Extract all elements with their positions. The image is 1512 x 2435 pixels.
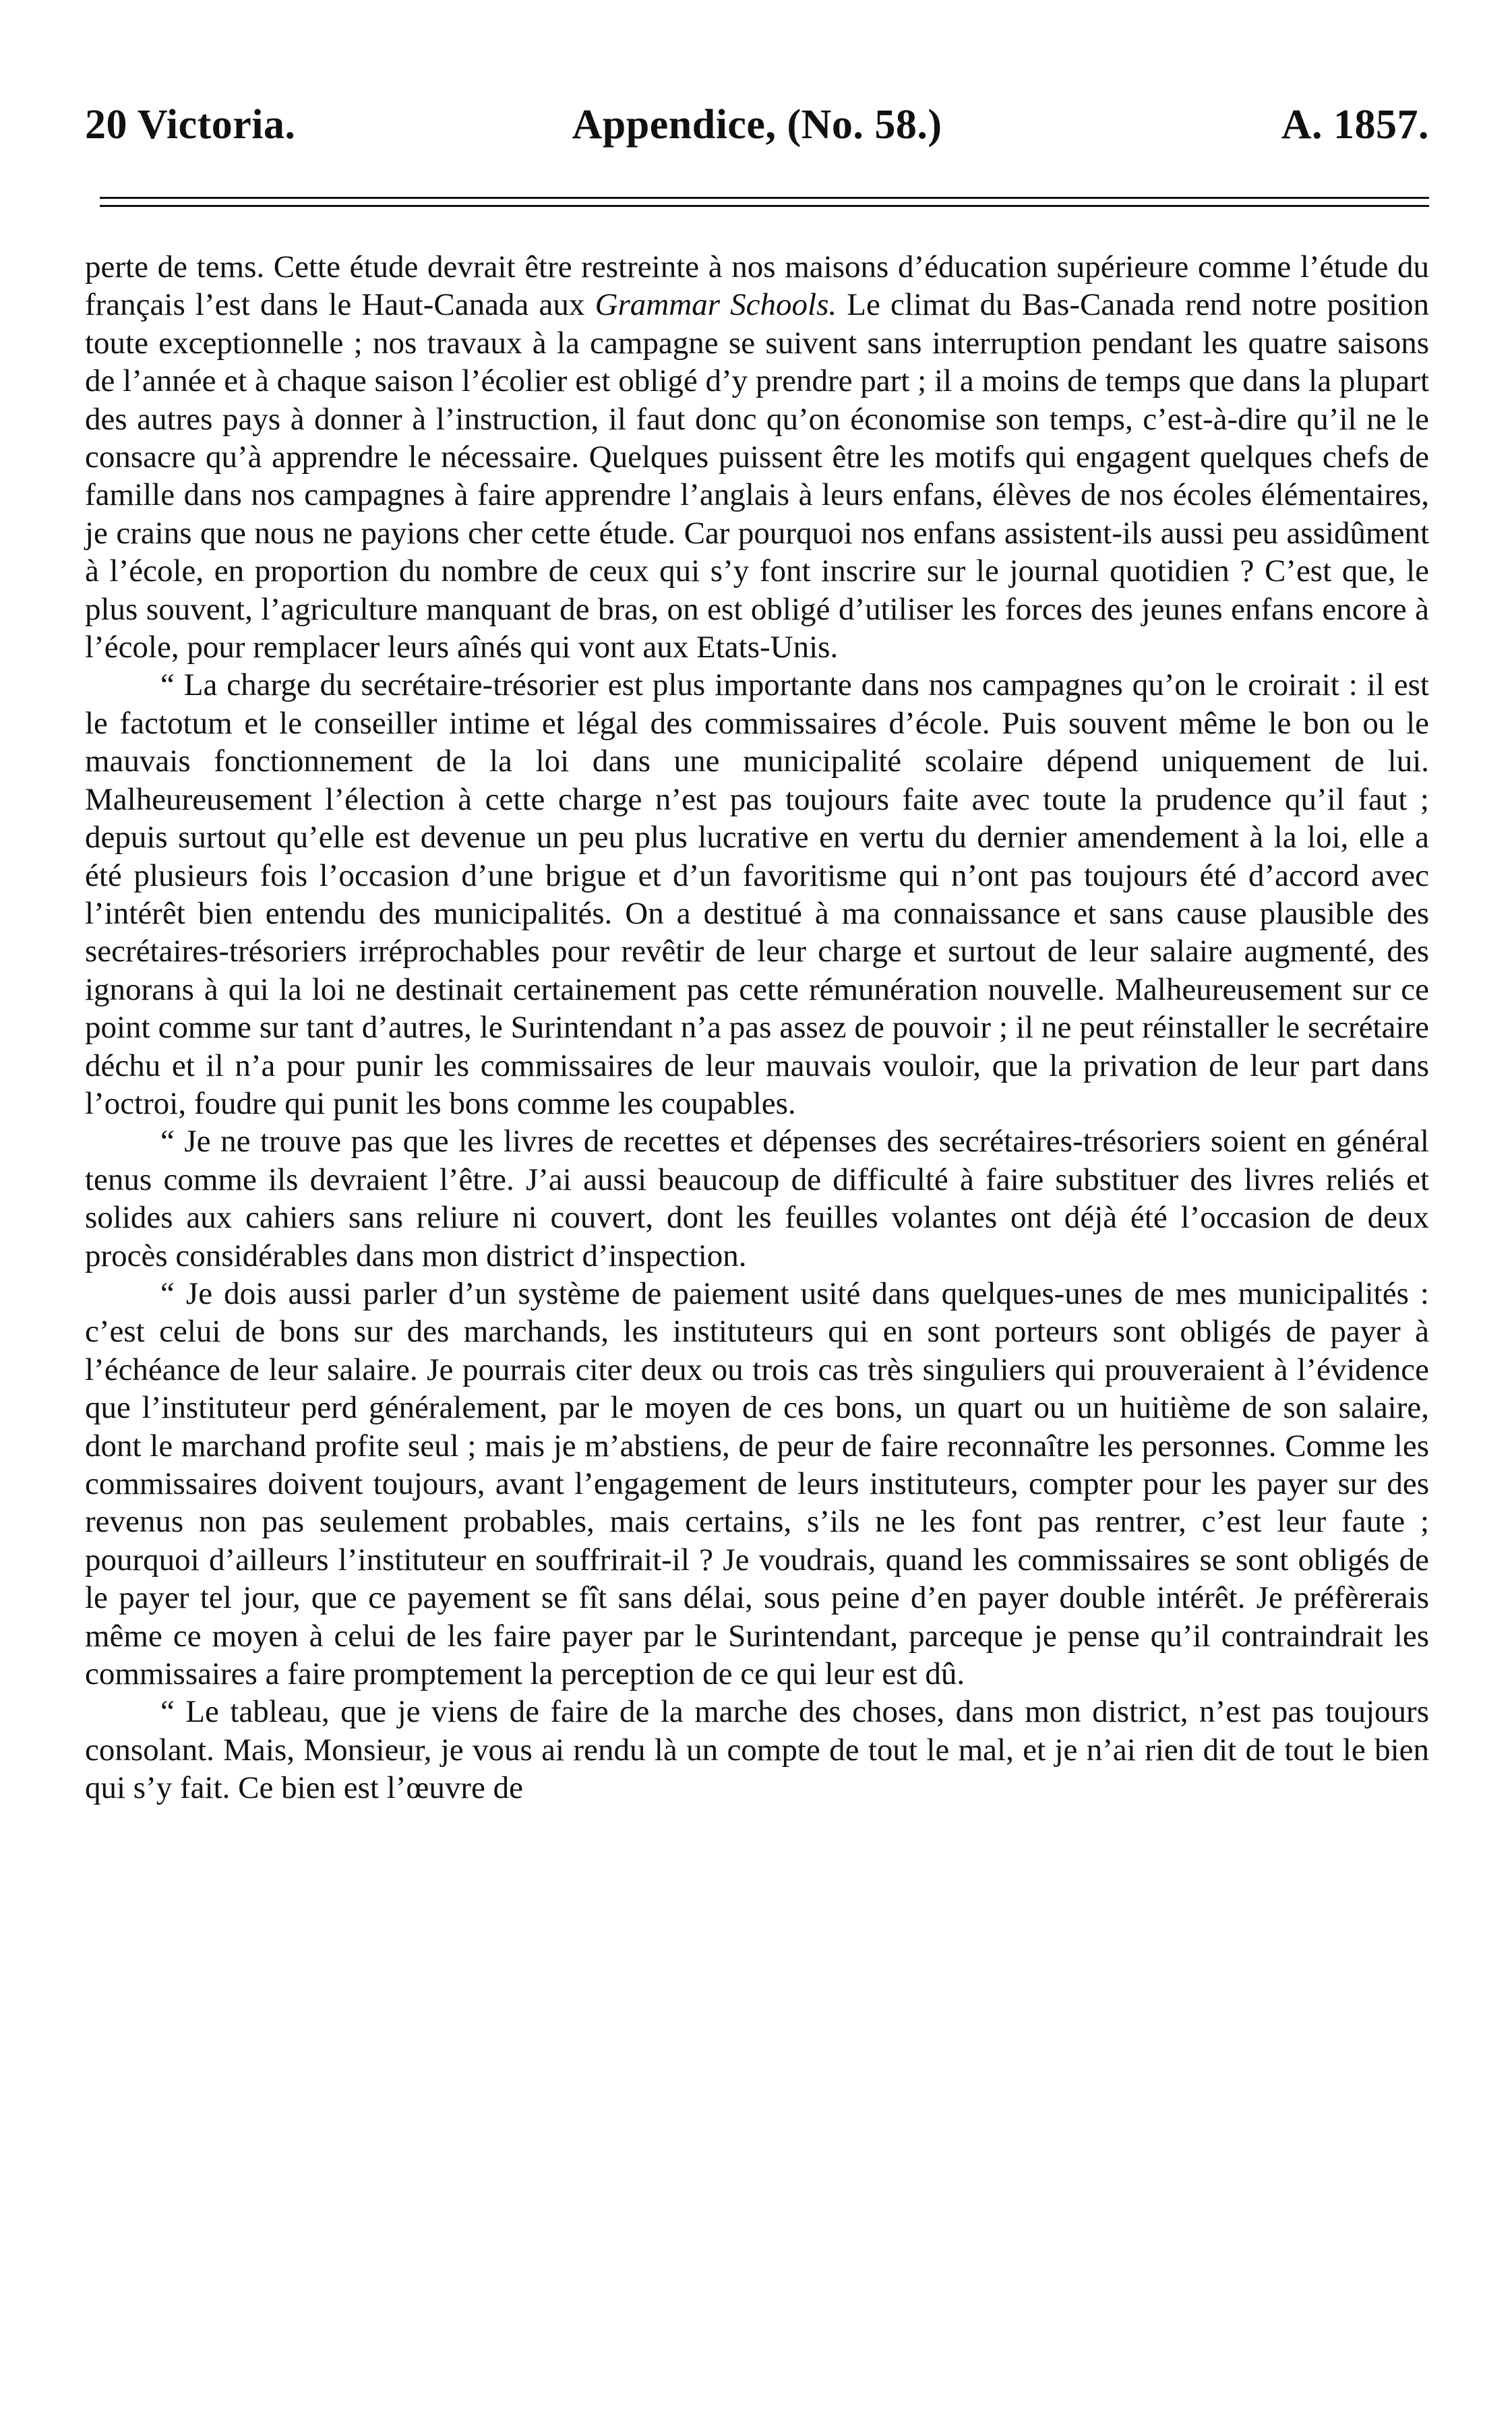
- paragraph-2: “ La charge du secrétaire-trésorier est plus importante dans nos campagnes qu’on le croirait : il est le factotum et le conseiller intime et légal des commissaires d’école. Puis souvent même le bon ou le mauvais fonctionnement de la loi dans une municipalité scolaire dépend uniquement de lui. Malheureusement l’élection à cette charge n’est pas toujours faite avec toute la prudence qu’il faut ; depuis surtout qu’elle est devenue un peu plus lucrative en vertu du dernier amendement à la loi, elle a été plusieurs fois l’occasion d’une brigue et d’un favoritisme qui n’ont pas toujours été d’accord avec l’intérêt bien entendu des municipalités. On a destitué à ma connaissance et sans cause plausible des secrétaires-trésoriers irréprochables pour revêtir de leur charge et surtout de leur salaire augmenté, des ignorans à qui la loi ne destinait certainement pas cette rémunération nouvelle. Malheureusement sur ce point comme sur tant d’autres, le Surintendant n’a pas assez de pouvoir ; il ne peut réinstaller le secrétaire déchu et il n’a pour punir les commissaires de leur mauvais vouloir, que la privation de leur part dans l’octroi, foudre qui punit les bons comme les coupables.: [85, 667, 1429, 1121]
- paragraph-1-italic-term: Grammar Schools.: [595, 287, 837, 323]
- paragraph-3: “ Je ne trouve pas que les livres de recettes et dépenses des secrétaires-trésoriers soient en général tenus comme ils devraient l’être. J’ai aussi beaucoup de difficulté à faire substituer des livres reliés et solides aux cahiers sans reliure ni couvert, dont les feuilles volantes ont déjà été l’occasion de deux procès considérables dans mon district d’inspection.: [85, 1124, 1429, 1273]
- body-text: [85, 248, 1429, 1807]
- paragraph-1: [85, 248, 1429, 666]
- document-page: [85, 0, 1429, 2435]
- page-header: [85, 101, 1429, 162]
- paragraph-4: “ Je dois aussi parler d’un système de paiement usité dans quelques-unes de mes municipalités : c’est celui de bons sur des marchands, les instituteurs qui en sont porteurs sont obligés de payer à l’échéance de leur salaire. Je pourrais citer deux ou trois cas très singuliers qui prouveraient à l’évidence que l’instituteur perd généralement, par le moyen de ces bons, un quart ou un huitième de son salaire, dont le marchand profite seul ; mais je m’abstiens, de peur de faire reconnaître les personnes. Comme les commissaires doivent toujours, avant l’engagement de leurs instituteurs, compter pour les payer sur des revenus non pas seulement probables, mais certains, s’ils ne les font pas rentrer, c’est leur faute ; pourquoi d’ailleurs l’instituteur en souffrirait-il ? Je voudrais, quand les commissaires se sont obligés de le payer tel jour, que ce payement se fît sans délai, sous peine d’en payer double intérêt. Je préfèrerais même ce moyen à celui de les faire payer par le Surintendant, parceque je pense qu’il contraindrait les commissaires a faire promptement la perception de ce qui leur est dû.: [85, 1275, 1429, 1692]
- header-appendix-number: Appendice, (No. 58.): [572, 102, 942, 148]
- header-rule-top: [100, 197, 1429, 199]
- header-rule-bottom: [100, 205, 1429, 207]
- header-session: 20 Victoria.: [85, 102, 296, 148]
- header-year: A. 1857.: [1281, 102, 1429, 148]
- paragraph-1-text-a: perte de tems. Cette étude devrait être restreinte à nos maisons d’éducation supérieure comme l’étude du français l’est dans le Haut-Canada aux: [85, 249, 1429, 323]
- paragraph-5: “ Le tableau, que je viens de faire de la marche des choses, dans mon district, n’est pas toujours consolant. Mais, Monsieur, je vous ai rendu là un compte de tout le mal, et je n’ai rien dit de tout le bien qui s’y fait. Ce bien est l’œuvre de: [85, 1694, 1429, 1806]
- paragraph-1-text-b: Le climat du Bas-Canada rend notre position toute exceptionnelle ; nos travaux à la campagne se suivent sans interruption pendant les quatre saisons de l’année et à chaque saison l’écolier est obligé d’y prendre part ; il a moins de temps que dans la plupart des autres pays à donner à l’instruction, il faut donc qu’on économise son temps, c’est-à-dire qu’il ne le consacre qu’à apprendre le nécessaire. Quelques puissent être les motifs qui engagent quelques chefs de famille dans nos campagnes à faire apprendre l’anglais à leurs enfans, élèves de nos écoles élémentaires, je crains que nous ne payions cher cette étude. Car pourquoi nos enfans assistent-ils aussi peu assidûment à l’école, en proportion du nombre de ceux qui s’y font inscrire sur le journal quotidien ? C’est que, le plus souvent, l’agriculture manquant de bras, on est obligé d’utiliser les forces des jeunes enfans encore à l’école, pour remplacer leurs aînés qui vont aux Etats-Unis.: [85, 287, 1429, 665]
